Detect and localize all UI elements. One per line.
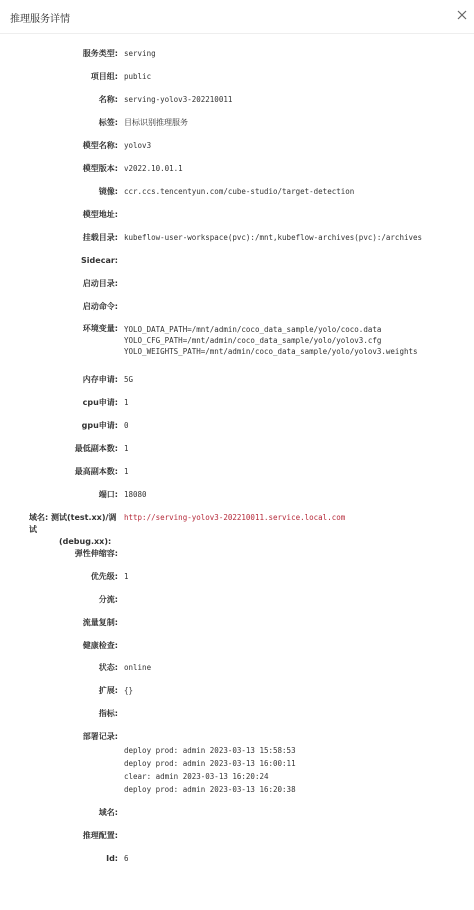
field-label: 名称: — [98, 95, 118, 104]
field-value: 18080 — [124, 490, 147, 499]
field-label: 部署记录: — [82, 732, 118, 741]
field-label: 标签: — [98, 118, 118, 127]
field-label: 状态: — [98, 663, 118, 672]
field-value: 5G — [124, 375, 134, 384]
field-label: cpu申请: — [82, 398, 118, 407]
field-value-lines — [124, 744, 296, 796]
field-label: 镜像: — [98, 187, 118, 196]
field-value: serving — [124, 49, 156, 58]
field-value: 1 — [124, 398, 129, 407]
field-label: 最低副本数: — [74, 444, 118, 453]
deploy-record: deploy prod: admin 2023-03-13 15:58:53 — [124, 746, 296, 755]
field-label: 内存申请: — [82, 375, 118, 384]
field-value: 1 — [124, 572, 129, 581]
field-label: 服务类型: — [82, 49, 118, 58]
drawer-header — [0, 0, 474, 34]
field-label: gpu申请: — [81, 421, 118, 430]
field-label — [29, 512, 123, 548]
env-line: YOLO_WEIGHTS_PATH=/mnt/admin/coco_data_sample/yolo/yolov3.weights — [124, 347, 418, 356]
field-value: ccr.ccs.tencentyun.com/cube-studio/target-detection — [124, 187, 355, 196]
field-label: 指标: — [98, 709, 118, 718]
field-value: 目标识别推理服务 — [124, 118, 188, 127]
field-value: 1 — [124, 467, 129, 476]
field-label: Id: — [106, 854, 118, 863]
drawer-title: 推理服务详情 — [10, 14, 70, 25]
service-link[interactable]: http://serving-yolov3-202210011.service.local.com — [124, 513, 346, 522]
field-label: 挂载目录: — [82, 233, 118, 242]
field-value: 6 — [124, 854, 129, 863]
field-label-line: 域名: 测试(test.xx)/调试 — [29, 513, 117, 534]
deploy-record: deploy prod: admin 2023-03-13 16:00:11 — [124, 759, 296, 768]
field-label: 域名: — [98, 808, 118, 817]
field-label: 弹性伸缩容: — [74, 549, 118, 558]
field-label: 启动目录: — [82, 279, 118, 288]
field-value: public — [124, 72, 152, 81]
deploy-record: clear: admin 2023-03-13 16:20:24 — [124, 772, 269, 781]
field-label: 模型名称: — [82, 141, 118, 150]
field-value-lines — [124, 324, 418, 357]
field-label: Sidecar: — [81, 256, 118, 265]
field-label: 项目组: — [90, 72, 118, 81]
field-value: yolov3 — [124, 141, 152, 150]
field-value: online — [124, 663, 152, 672]
field-value: 1 — [124, 444, 129, 453]
field-value: kubeflow-user-workspace(pvc):/mnt,kubeflow-archives(pvc):/archives — [124, 233, 423, 242]
field-label: 健康检查: — [82, 641, 118, 650]
field-value: serving-yolov3-202210011 — [124, 95, 233, 104]
field-label: 优先级: — [90, 572, 118, 581]
field-label: 扩展: — [98, 686, 118, 695]
field-value: v2022.10.01.1 — [124, 164, 183, 173]
field-value: 0 — [124, 421, 129, 430]
field-label: 模型地址: — [82, 210, 118, 219]
field-label: 最高副本数: — [74, 467, 118, 476]
field-label: 推理配置: — [82, 831, 118, 840]
field-label-line: (debug.xx): — [59, 537, 112, 546]
field-value: {} — [124, 686, 134, 695]
close-icon[interactable] — [456, 9, 468, 21]
field-label: 启动命令: — [82, 302, 118, 311]
field-label: 分流: — [98, 595, 118, 604]
deploy-record: deploy prod: admin 2023-03-13 16:20:38 — [124, 785, 296, 794]
field-label: 流量复制: — [82, 618, 118, 627]
env-line: YOLO_CFG_PATH=/mnt/admin/coco_data_sample/yolo/yolov3.cfg — [124, 336, 382, 345]
field-label: 环境变量: — [82, 324, 118, 333]
field-label: 端口: — [98, 490, 118, 499]
env-line: YOLO_DATA_PATH=/mnt/admin/coco_data_sample/yolo/coco.data — [124, 325, 382, 334]
field-label: 模型版本: — [82, 164, 118, 173]
